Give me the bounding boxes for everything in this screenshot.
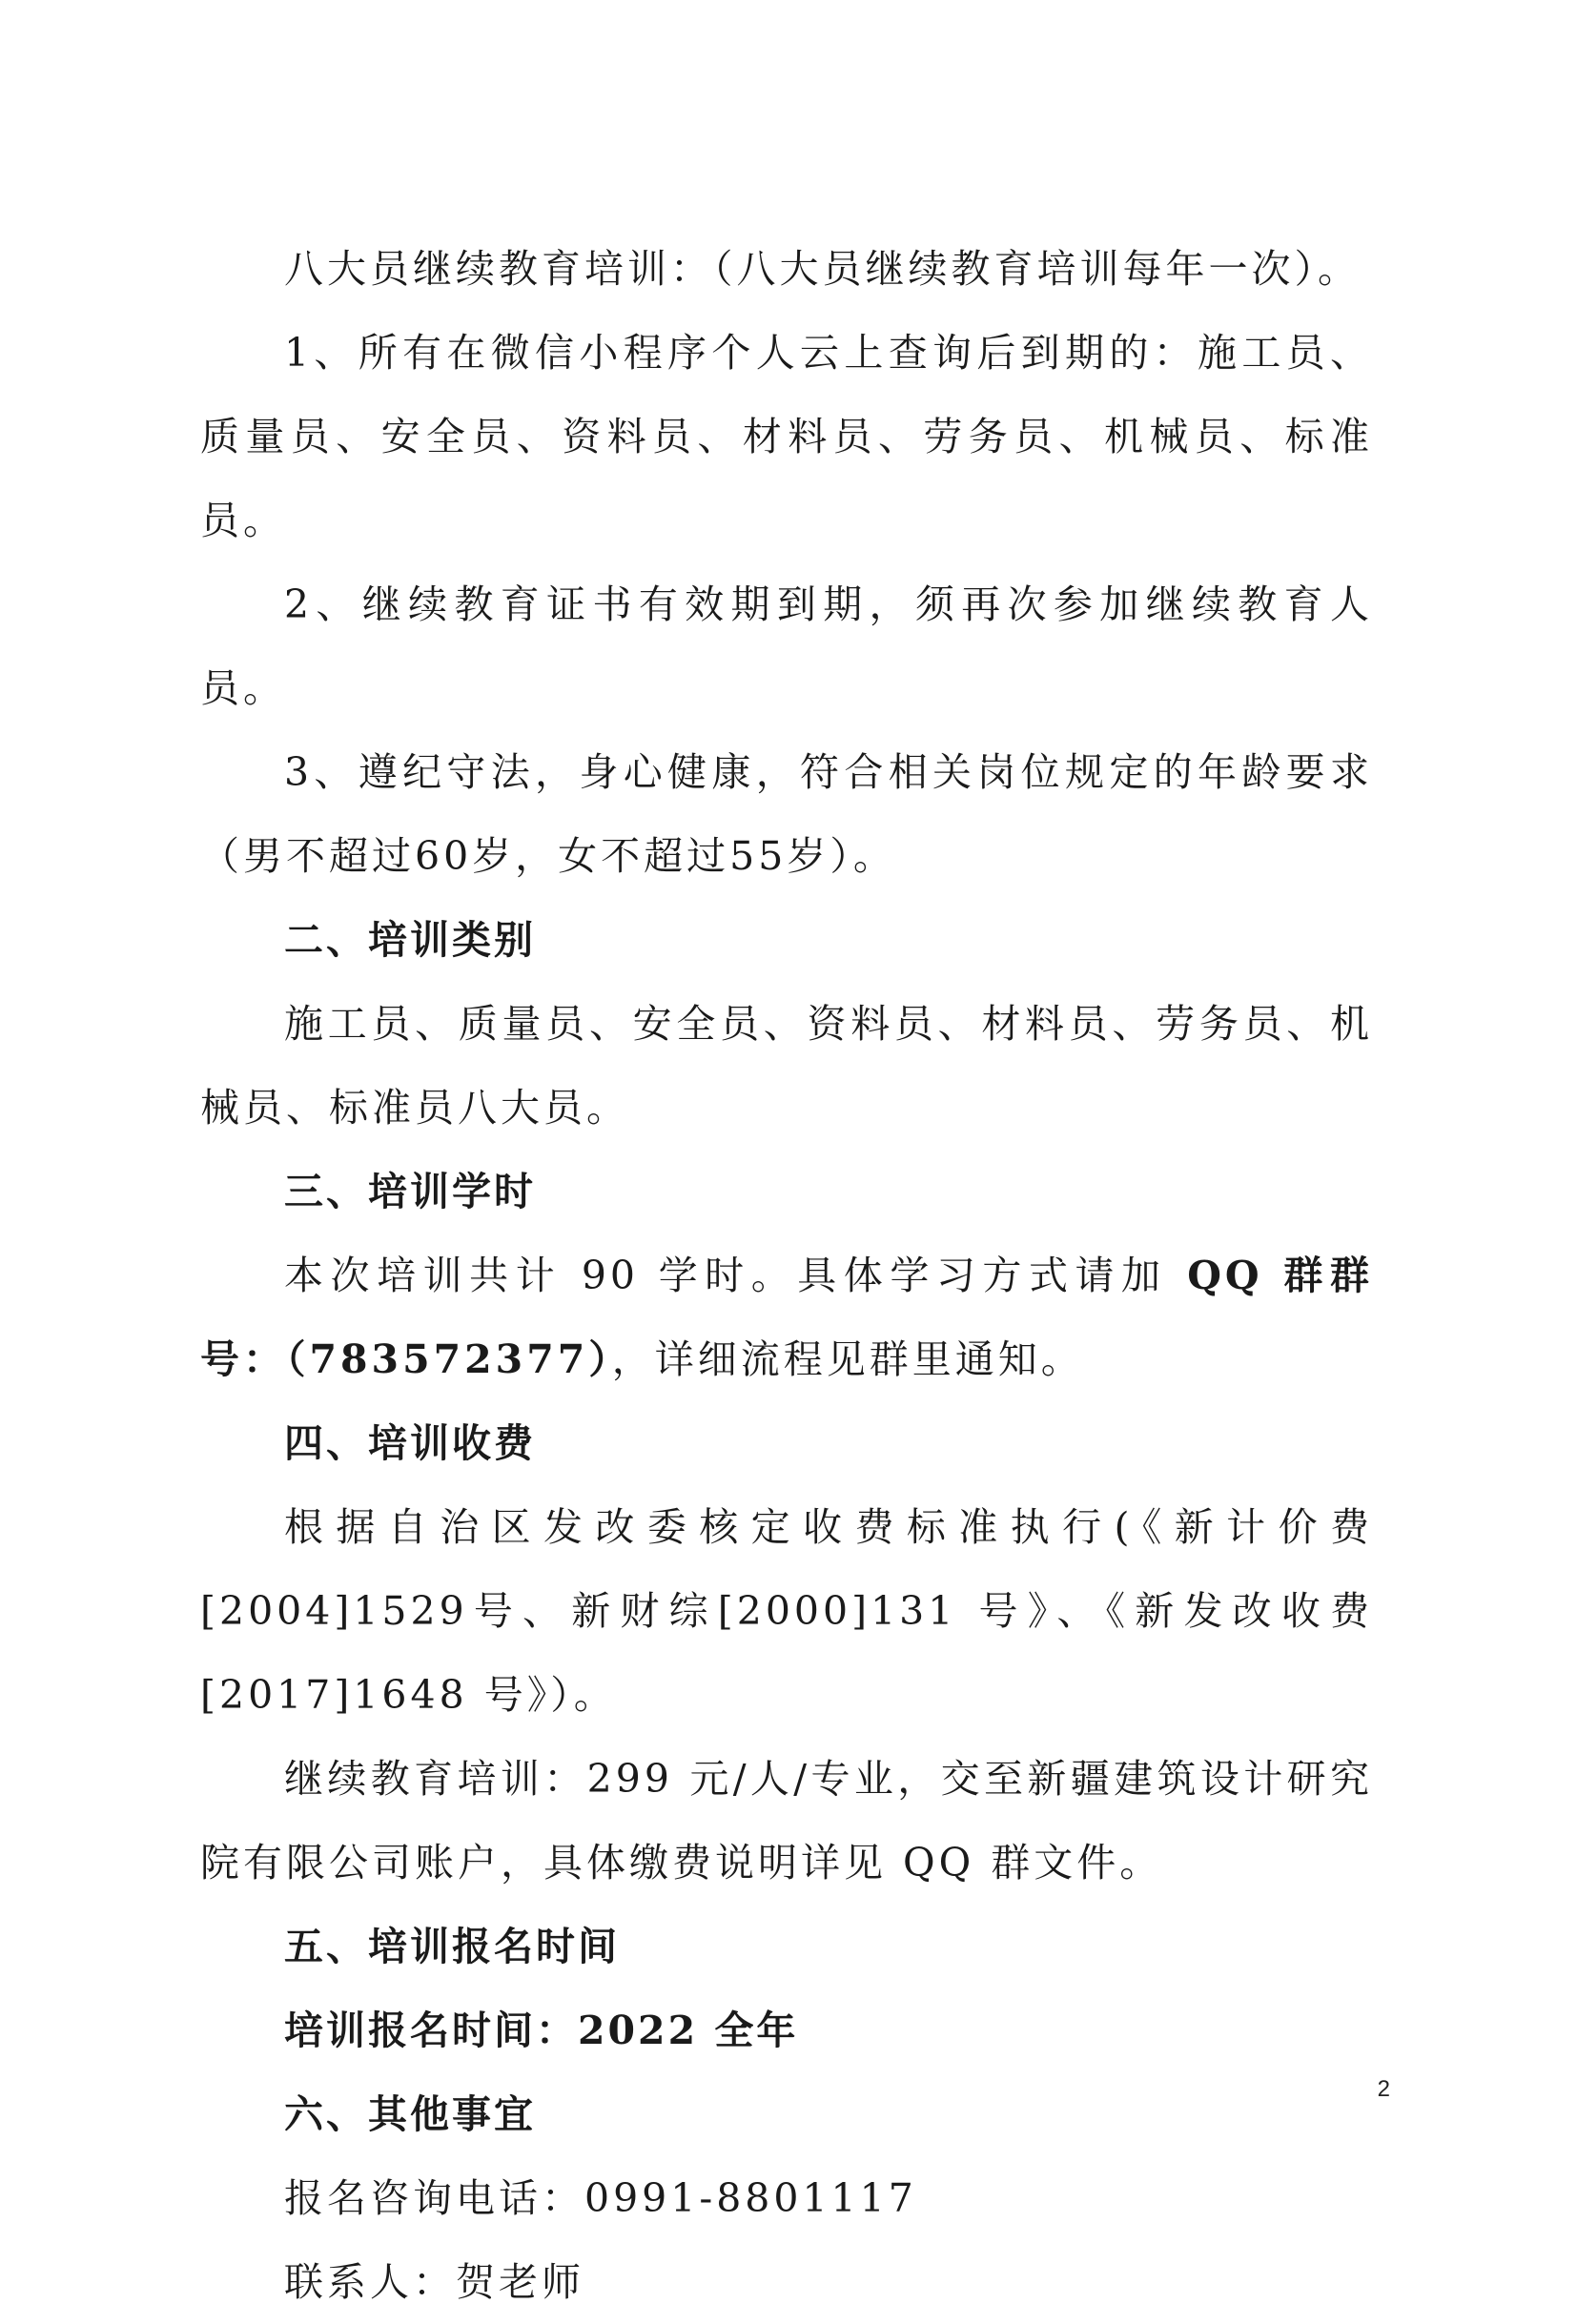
registration-time: 培训报名时间：2022 全年 xyxy=(284,2008,799,2053)
paragraph-fee-amount: 继续教育培训：299 元/人/专业，交至新疆建筑设计研究院有限公司账户，具体缴费说明详见 QQ 群文件。 xyxy=(200,1756,1373,1886)
paragraph-item-3: 3、遵纪守法，身心健康，符合相关岗位规定的年龄要求（男不超过60岁，女不超过55岁）。 xyxy=(200,749,1373,879)
contact-person: 联系人：贺老师 xyxy=(284,2259,584,2305)
section-heading-registration: 五、培训报名时间 xyxy=(284,1924,620,1969)
section-heading-hours: 三、培训学时 xyxy=(284,1169,536,1214)
paragraph-hours xyxy=(200,1233,1373,1401)
document-body xyxy=(200,227,1373,2324)
section-heading-category: 二、培训类别 xyxy=(284,917,536,963)
paragraph-category: 施工员、质量员、安全员、资料员、材料员、劳务员、机械员、标准员八大员。 xyxy=(200,1001,1373,1131)
paragraph-item-2: 2、继续教育证书有效期到期，须再次参加继续教育人员。 xyxy=(200,581,1373,711)
paragraph-item-1: 1、所有在微信小程序个人云上查询后到期的：施工员、质量员、安全员、资料员、材料员、劳务员、机械员、标准员。 xyxy=(200,330,1373,543)
section-heading-other: 六、其他事宜 xyxy=(284,2091,536,2137)
qq-group-number: QQ 群群号：（783572377） xyxy=(200,1253,1373,1382)
contact-phone: 报名咨询电话：0991-8801117 xyxy=(284,2175,917,2221)
hours-text-end: ，详细流程见群里通知。 xyxy=(611,1336,1084,1382)
page-number: 2 xyxy=(1377,2076,1390,2102)
paragraph-fee-basis: 根据自治区发改委核定收费标准执行(《新计价费[2004]1529号、新财综[2000]131 号》、《新发改收费[2017]1648 号》）。 xyxy=(200,1504,1373,1718)
paragraph-intro: 八大员继续教育培训：（八大员继续教育培训每年一次）。 xyxy=(284,246,1361,292)
section-heading-fees: 四、培训收费 xyxy=(284,1420,536,1466)
hours-text: 本次培训共计 90 学时。具体学习方式请加 xyxy=(284,1253,1188,1298)
